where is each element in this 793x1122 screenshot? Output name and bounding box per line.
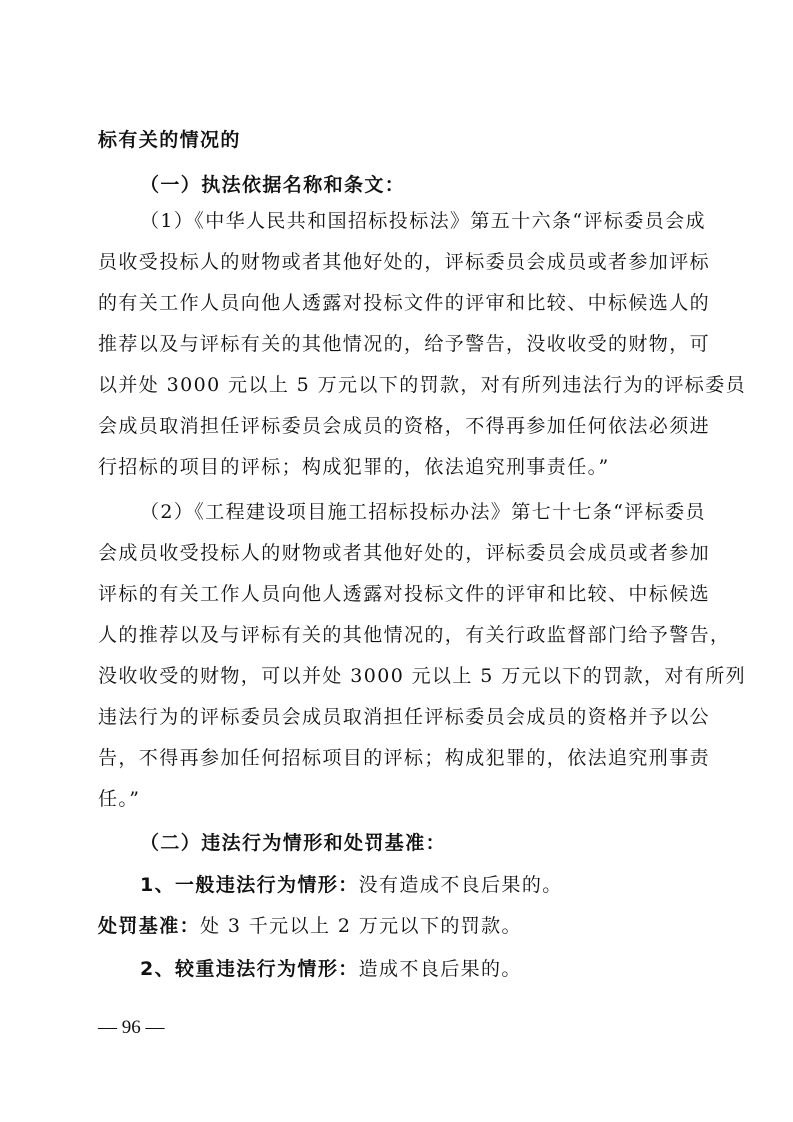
serious-violation-label: 2、较重违法行为情形： bbox=[140, 958, 359, 980]
general-violation-text: 没有造成不良后果的。 bbox=[358, 874, 563, 896]
page-number: — 96 — bbox=[98, 1017, 165, 1038]
heading-continuation: 标有关的情况的 bbox=[98, 129, 241, 151]
paragraph-line: 任。” bbox=[98, 788, 141, 810]
paragraph-line: 会成员取消担任评标委员会成员的资格，不得再参加任何依法必须进 bbox=[98, 415, 711, 437]
paragraph-line: （2）《工程建设项目施工招标投标办法》第七十七条“评标委员 bbox=[140, 501, 706, 523]
paragraph-line: 违法行为的评标委员会成员取消担任评标委员会成员的资格并予以公 bbox=[98, 706, 711, 728]
paragraph-line: 行招标的项目的评标；构成犯罪的，依法追究刑事责任。” bbox=[98, 456, 610, 478]
paragraph-line: 会成员收受投标人的财物或者其他好处的，评标委员会成员或者参加 bbox=[98, 542, 711, 564]
serious-violation-text: 造成不良后果的。 bbox=[358, 958, 522, 980]
paragraph-line: 告，不得再参加任何招标项目的评标；构成犯罪的，依法追究刑事责 bbox=[98, 747, 711, 769]
paragraph-line: 没收收受的财物，可以并处 3000 元以上 5 万元以下的罚款，对有所列 bbox=[98, 665, 747, 687]
serious-violation-item bbox=[140, 957, 522, 981]
section1-title: （一）执法依据名称和条文： bbox=[140, 174, 406, 196]
paragraph-line: 以并处 3000 元以上 5 万元以下的罚款，对有所列违法行为的评标委员 bbox=[98, 374, 747, 396]
paragraph-line: 评标的有关工作人员向他人透露对投标文件的评审和比较、中标候选 bbox=[98, 583, 711, 605]
general-violation-item bbox=[140, 873, 563, 897]
penalty-standard-item bbox=[98, 914, 522, 938]
paragraph-line: 推荐以及与评标有关的其他情况的，给予警告，没收收受的财物，可 bbox=[98, 333, 711, 355]
paragraph-line: 的有关工作人员向他人透露对投标文件的评审和比较、中标候选人的 bbox=[98, 292, 711, 314]
paragraph-line: 人的推荐以及与评标有关的其他情况的，有关行政监督部门给予警告， bbox=[98, 624, 731, 646]
general-violation-label: 1、一般违法行为情形： bbox=[140, 874, 359, 896]
penalty-standard-text: 处 3 千元以上 2 万元以下的罚款。 bbox=[200, 915, 522, 937]
section2-title: （二）违法行为情形和处罚基准： bbox=[140, 832, 447, 854]
paragraph-line: （1）《中华人民共和国招标投标法》第五十六条“评标委员会成 bbox=[140, 210, 706, 232]
penalty-standard-label: 处罚基准： bbox=[98, 915, 201, 937]
paragraph-line: 员收受投标人的财物或者其他好处的，评标委员会成员或者参加评标 bbox=[98, 251, 711, 273]
